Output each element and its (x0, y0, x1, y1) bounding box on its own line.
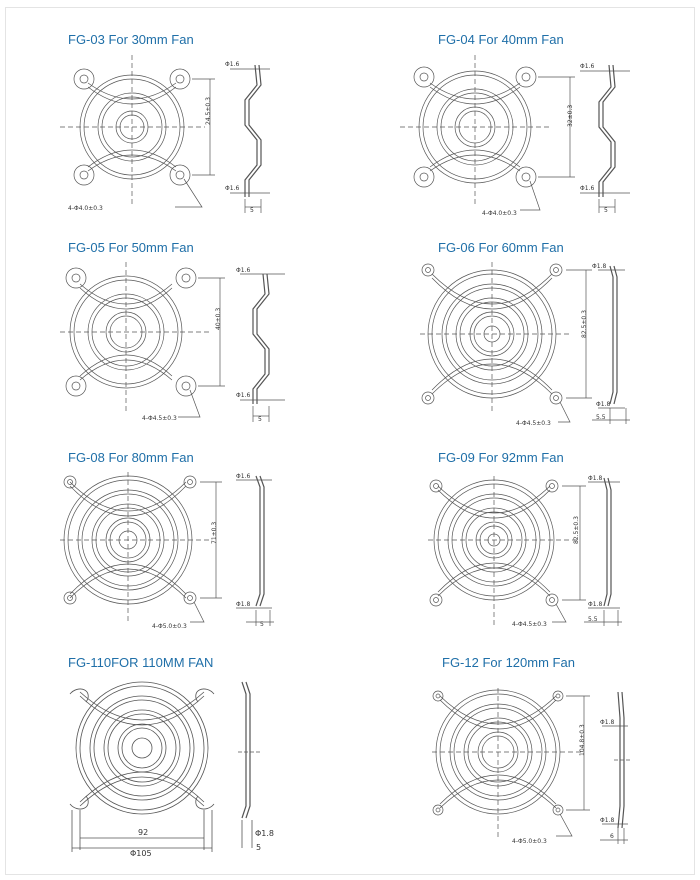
fg-04-drawing (400, 55, 690, 225)
fg-12-holes-label: 4-Φ5.0±0.3 (512, 838, 547, 845)
fg-08-holes-label: 4-Φ5.0±0.3 (152, 623, 187, 630)
fg-12-height-label: 104.8±0.3 (579, 724, 586, 756)
fg-09-depth-label: 5.5 (588, 616, 598, 623)
fg-110-drawing (60, 680, 300, 860)
panel-title-fg-110: FG-110FOR 110MM FAN (68, 655, 214, 670)
fg-06-height-label: 82.5±0.3 (581, 310, 588, 338)
fg-110-depth-label: 5 (256, 843, 262, 852)
fg-12-wire2-label: Φ1.8 (600, 817, 615, 824)
fg-04-holes-label: 4-Φ4.0±0.3 (482, 210, 517, 217)
fg-08-height-label: 71±0.3 (211, 521, 218, 544)
fg-04-depth-label: 5 (604, 207, 608, 214)
panel-title-fg-08: FG-08 For 80mm Fan (68, 450, 194, 465)
fg-06-wire-label: Φ1.8 (592, 263, 607, 270)
fg-08-depth-label: 5 (260, 621, 264, 628)
fg-03-holes-label: 4-Φ4.0±0.3 (68, 205, 103, 212)
fg-05-holes-label: 4-Φ4.5±0.3 (142, 415, 177, 422)
fg-06-wire2-label: Φ1.8 (596, 401, 611, 408)
fg-03-height-label: 24.5±0.3 (205, 97, 212, 125)
panel-title-fg-12: FG-12 For 120mm Fan (442, 655, 575, 670)
fg-12-depth-label: 6 (610, 833, 614, 840)
fg-05-depth-label: 5 (258, 416, 262, 423)
fg-04-wire2-label: Φ1.6 (580, 185, 595, 192)
fg-110-width-outer-label: Φ105 (130, 849, 152, 858)
fg-05-wire-label: Φ1.6 (236, 267, 251, 274)
fg-05-wire2-label: Φ1.6 (236, 392, 251, 399)
fg-03-depth-label: 5 (250, 207, 254, 214)
fg-06-holes-label: 4-Φ4.5±0.3 (516, 420, 551, 427)
fg-04-height-label: 32±0.3 (567, 104, 574, 127)
fg-12-wire-label: Φ1.8 (600, 719, 615, 726)
fg-06-depth-label: 5.5 (596, 414, 606, 421)
fg-08-drawing (60, 472, 340, 642)
fg-09-drawing (428, 476, 690, 646)
fg-110-wire-label: Φ1.8 (255, 829, 275, 838)
fg-08-wire-label: Φ1.6 (236, 473, 251, 480)
fg-12-drawing (432, 688, 690, 858)
fg-03-wire2-label: Φ1.6 (225, 185, 240, 192)
panel-title-fg-09: FG-09 For 92mm Fan (438, 450, 564, 465)
fg-09-wire2-label: Φ1.8 (588, 601, 603, 608)
fg-09-holes-label: 4-Φ4.5±0.3 (512, 621, 547, 628)
fg-03-wire-label: Φ1.6 (225, 61, 240, 68)
fg-04-wire-label: Φ1.6 (580, 63, 595, 70)
panel-title-fg-04: FG-04 For 40mm Fan (438, 32, 564, 47)
fg-09-height-label: 82.5±0.3 (573, 516, 580, 544)
fg-05-height-label: 40±0.3 (215, 307, 222, 330)
fg-09-wire-label: Φ1.8 (588, 475, 603, 482)
panel-title-fg-03: FG-03 For 30mm Fan (68, 32, 194, 47)
fg-03-drawing (60, 55, 340, 225)
fg-05-drawing (60, 262, 340, 432)
panel-title-fg-06: FG-06 For 60mm Fan (438, 240, 564, 255)
panel-title-fg-05: FG-05 For 50mm Fan (68, 240, 194, 255)
fg-08-wire2-label: Φ1.8 (236, 601, 251, 608)
fg-110-width-inner-label: 92 (138, 828, 149, 837)
fg-06-drawing (420, 262, 690, 432)
